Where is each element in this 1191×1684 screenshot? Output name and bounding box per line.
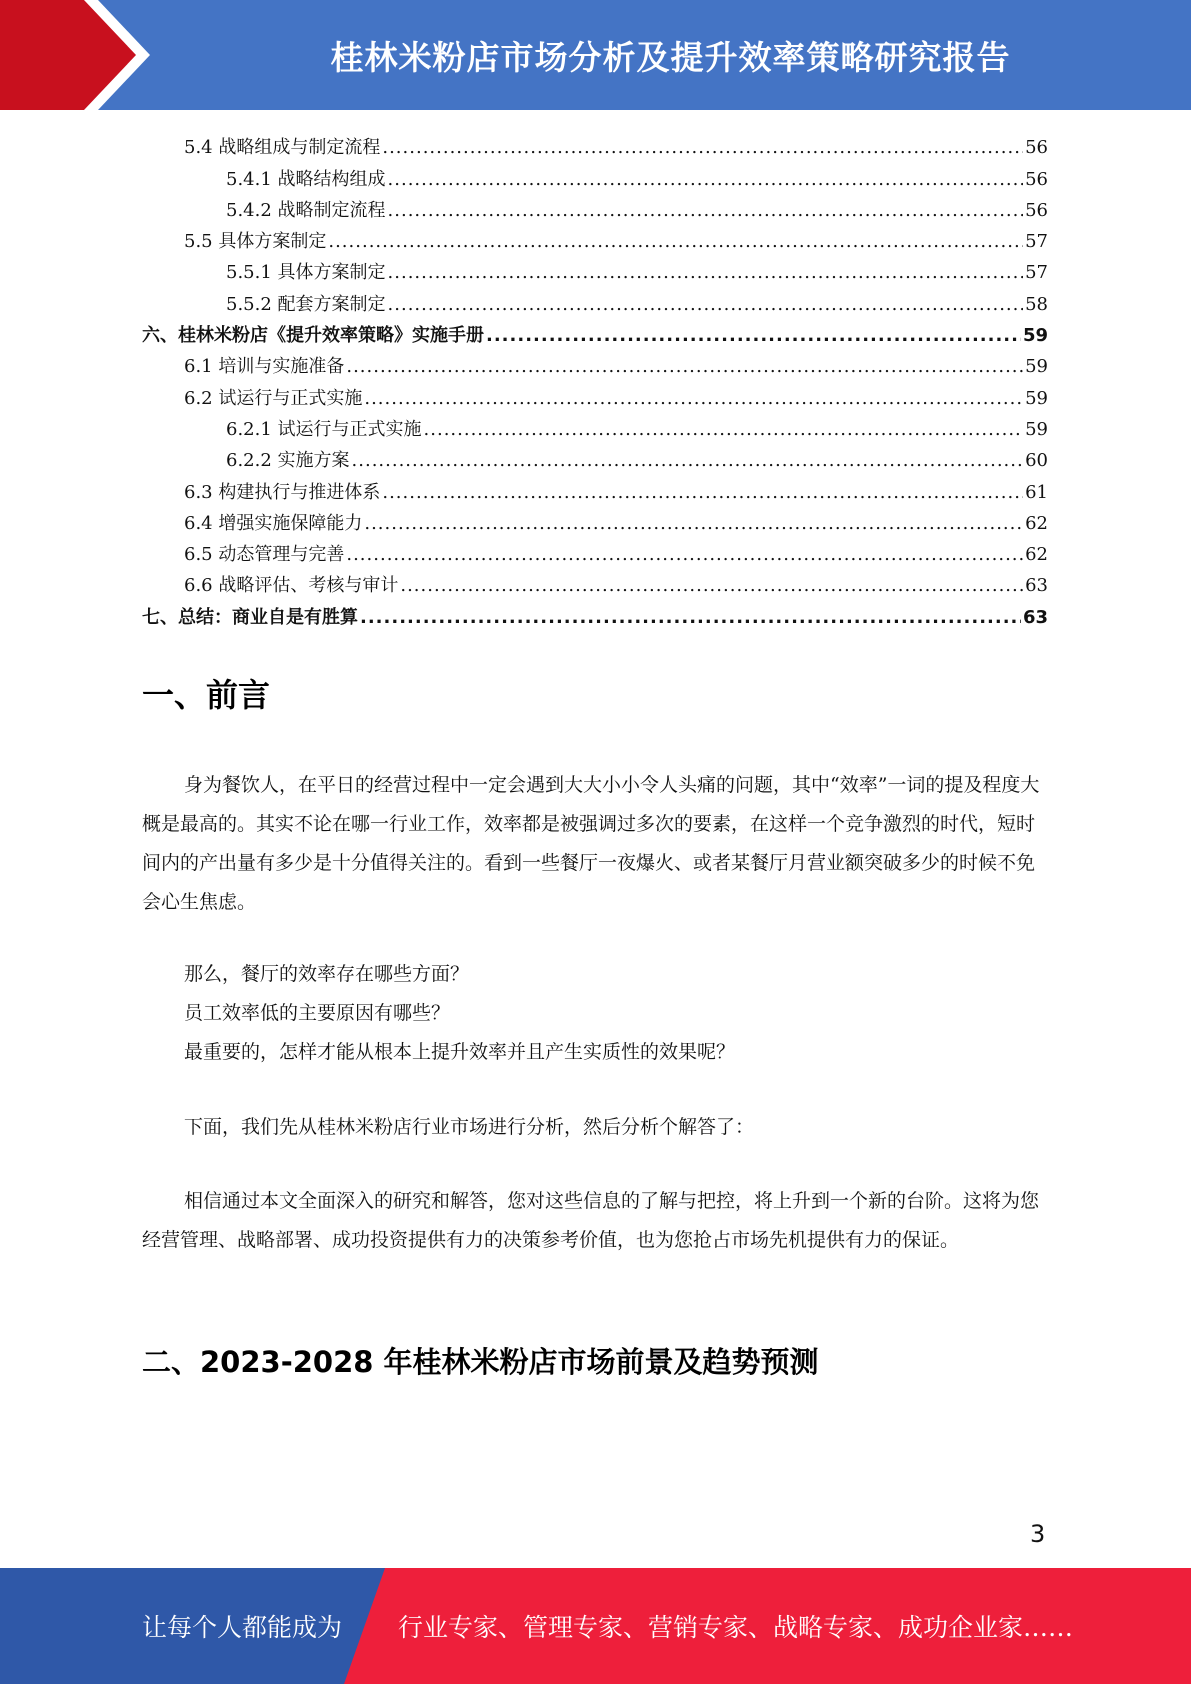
report-title: 桂林米粉店市场分析及提升效率策略研究报告: [330, 37, 1011, 77]
toc-entry-label: 六、桂林米粉店《提升效率策略》实施手册: [142, 325, 484, 347]
toc-entry-label: 6.3 构建执行与推进体系: [184, 481, 381, 503]
section-heading-2: 二、2023-2028 年桂林米粉店市场前景及趋势预测: [142, 1345, 819, 1379]
toc-entry-page: 56: [1025, 168, 1048, 190]
toc-entry[interactable]: [142, 284, 1048, 315]
toc-entry-page: 63: [1025, 575, 1048, 597]
toc-entry-page: 59: [1025, 418, 1048, 440]
toc-entry[interactable]: [142, 410, 1048, 441]
toc-entry-page: 58: [1025, 293, 1048, 315]
footer-banner: [0, 1568, 1191, 1684]
toc-entry-page: 59: [1025, 356, 1048, 378]
table-of-contents: [142, 128, 1048, 629]
toc-entry-label: 6.4 增强实施保障能力: [184, 512, 363, 534]
toc-entry[interactable]: [142, 191, 1048, 222]
toc-entry-label: 6.5 动态管理与完善: [184, 544, 345, 566]
toc-entry[interactable]: [142, 347, 1048, 378]
toc-leader-dots: [486, 325, 1021, 347]
toc-leader-dots: [382, 482, 1023, 504]
toc-entry-page: 62: [1025, 544, 1048, 566]
section-heading-preface: 一、前言: [142, 676, 271, 714]
toc-entry-label: 6.2.2 实施方案: [226, 450, 350, 472]
toc-entry-label: 5.5.2 配套方案制定: [226, 293, 386, 315]
preface-question-1: 那么，餐厅的效率存在哪些方面？: [184, 963, 470, 985]
footer-slogan-right: 行业专家、管理专家、营销专家、战略专家、成功企业家……: [398, 1613, 1074, 1642]
toc-entry[interactable]: [142, 472, 1048, 503]
toc-entry-page: 56: [1025, 199, 1048, 221]
toc-entry[interactable]: [142, 222, 1048, 253]
toc-entry-page: 63: [1022, 606, 1048, 628]
toc-leader-dots: [352, 450, 1024, 472]
toc-entry-page: 57: [1025, 262, 1048, 284]
preface-question-2: 员工效率低的主要原因有哪些？: [184, 1002, 451, 1024]
toc-entry-label: 6.2 试运行与正式实施: [184, 387, 363, 409]
toc-leader-dots: [400, 575, 1023, 597]
toc-leader-dots: [360, 607, 1021, 629]
toc-entry[interactable]: [142, 441, 1048, 472]
toc-entry-label: 6.6 战略评估、考核与审计: [184, 575, 399, 597]
toc-entry-page: 56: [1025, 137, 1048, 159]
toc-entry[interactable]: [142, 159, 1048, 190]
toc-entry-label: 6.1 培训与实施准备: [184, 356, 345, 378]
toc-entry[interactable]: [142, 566, 1048, 597]
toc-entry[interactable]: [142, 128, 1048, 159]
header-red-arrow-icon: [0, 0, 150, 110]
toc-leader-dots: [388, 294, 1024, 316]
toc-entry-label: 5.5.1 具体方案制定: [226, 262, 386, 284]
toc-entry-label: 5.4.1 战略结构组成: [226, 168, 386, 190]
toc-entry-label: 5.5 具体方案制定: [184, 231, 327, 253]
page-number: 3: [1030, 1520, 1046, 1548]
toc-entry[interactable]: [142, 378, 1048, 409]
toc-leader-dots: [388, 200, 1024, 222]
toc-entry[interactable]: [142, 597, 1048, 628]
preface-paragraph-3: 相信通过本文全面深入的研究和解答，您对这些信息的了解与把控，将上升到一个新的台阶。这将为您经营管理、战略部署、成功投资提供有力的决策参考价值，也为您抢占市场先机提供有力的保证。: [142, 1190, 1040, 1251]
toc-entry-page: 59: [1022, 325, 1048, 347]
toc-entry-label: 5.4 战略组成与制定流程: [184, 137, 381, 159]
toc-leader-dots: [424, 419, 1024, 441]
toc-leader-dots: [388, 262, 1024, 284]
preface-paragraph-2: 下面，我们先从桂林米粉店行业市场进行分析，然后分析个解答了：: [184, 1116, 755, 1138]
toc-entry[interactable]: [142, 253, 1048, 284]
toc-entry-page: 62: [1025, 512, 1048, 534]
toc-entry-page: 57: [1025, 231, 1048, 253]
toc-entry-label: 6.2.1 试运行与正式实施: [226, 418, 422, 440]
toc-entry-page: 61: [1025, 481, 1048, 503]
toc-leader-dots: [346, 356, 1023, 378]
header-banner: [0, 0, 1191, 110]
toc-entry[interactable]: [142, 535, 1048, 566]
toc-leader-dots: [346, 544, 1023, 566]
toc-entry-page: 60: [1025, 450, 1048, 472]
toc-entry-page: 59: [1025, 387, 1048, 409]
toc-leader-dots: [364, 513, 1023, 535]
toc-leader-dots: [364, 388, 1023, 410]
preface-question-3: 最重要的，怎样才能从根本上提升效率并且产生实质性的效果呢？: [184, 1041, 736, 1063]
toc-entry[interactable]: [142, 316, 1048, 347]
preface-paragraph-1: 身为餐饮人，在平日的经营过程中一定会遇到大大小小令人头痛的问题，其中“效率”一词的提及程度大概是最高的。其实不论在哪一行业工作，效率都是被强调过多次的要素，在这样一个竞争激烈的时代，短时间内的产出量有多少是十分值得关注的。看到一些餐厅一夜爆火、或者某餐厅月营业额突破多少的时候不免会心生焦虑。: [142, 774, 1040, 913]
toc-leader-dots: [328, 231, 1023, 253]
footer-slogan-left: 让每个人都能成为: [142, 1613, 343, 1642]
toc-leader-dots: [382, 137, 1023, 159]
toc-entry-label: 5.4.2 战略制定流程: [226, 199, 386, 221]
toc-leader-dots: [388, 169, 1024, 191]
toc-entry-label: 七、总结：商业自是有胜算: [142, 606, 358, 628]
toc-entry[interactable]: [142, 504, 1048, 535]
